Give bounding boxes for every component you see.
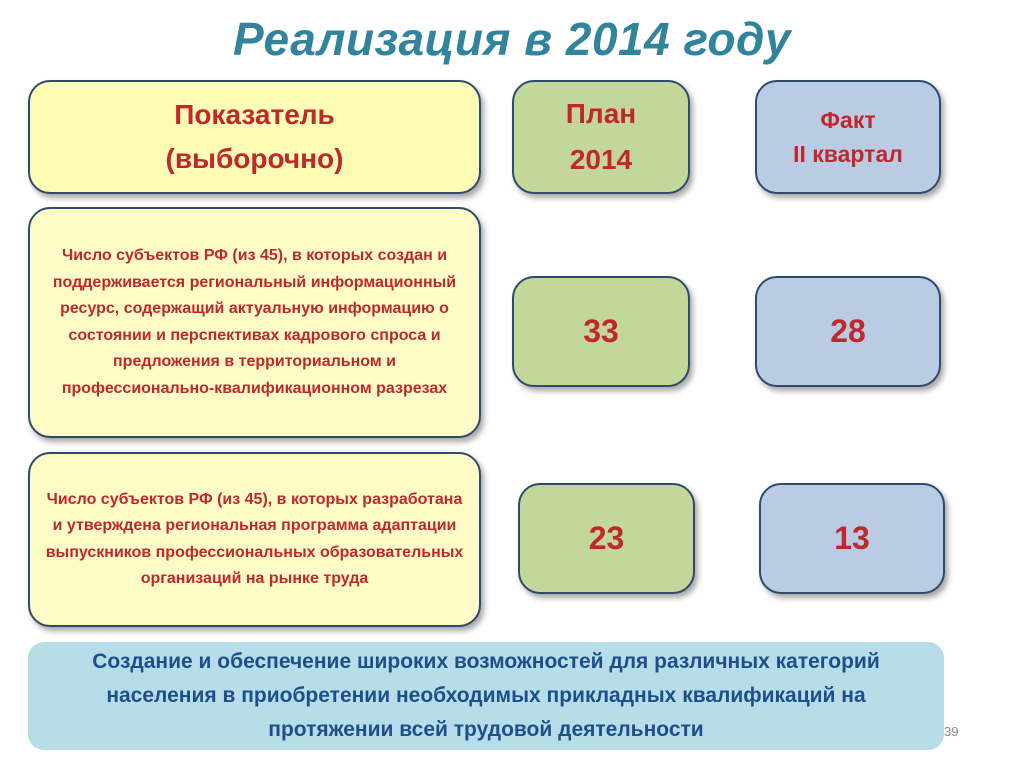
plan-row-1-value: 33 — [583, 313, 619, 349]
indicator-row-2-text: Число субъектов РФ (из 45), в которых разработана и утверждена региональная программа адаптации выпускников профессиональных образовательных организаций на рынке труда — [45, 490, 464, 587]
fact-row-2-box — [759, 483, 945, 594]
indicator-row-1-text: Число субъектов РФ (из 45), в которых создан и поддерживается региональный информационный ресурс, содержащий актуальную информацию о состоянии и перспективах кадрового спроса и предложения в территориальном и профессионально-квалификационном разрезах — [52, 247, 457, 397]
indicator-row-2-box — [28, 452, 481, 627]
fact-header-box — [755, 80, 941, 194]
slide-title: Реализация в 2014 году — [232, 13, 791, 65]
indicator-header-box — [28, 80, 481, 194]
plan-header-label: План 2014 — [565, 98, 637, 175]
plan-row-2-value: 23 — [588, 520, 625, 556]
plan-header-box — [512, 80, 690, 194]
page-number: 39 — [944, 724, 959, 739]
fact-row-2-value: 13 — [834, 520, 870, 556]
fact-row-1-box — [755, 276, 941, 387]
footer-text: Создание и обеспечение широких возможностей для различных категорий населения в приобретении необходимых прикладных квалификаций на протяжении всей трудовой деятельности — [92, 650, 880, 741]
indicator-header-label: Показатель (выборочно) — [165, 99, 344, 174]
fact-row-1-value: 28 — [830, 313, 866, 349]
plan-row-2-box — [518, 483, 695, 594]
plan-row-1-box — [512, 276, 690, 387]
fact-header-label: Факт II квартал — [793, 107, 903, 167]
footer-banner — [28, 642, 944, 750]
indicator-row-1-box — [28, 207, 481, 438]
